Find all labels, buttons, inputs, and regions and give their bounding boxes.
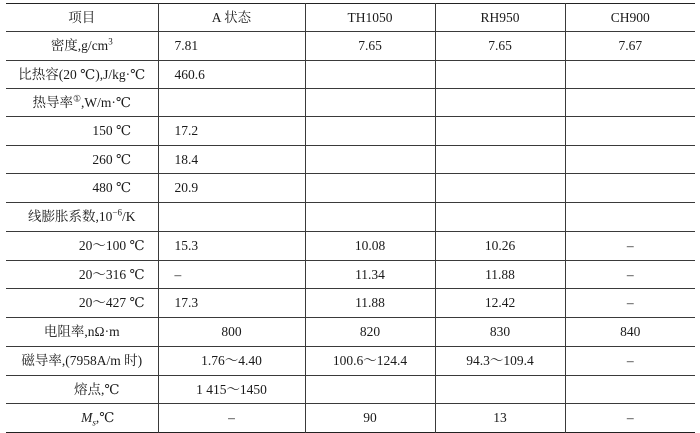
cell-a: –: [158, 404, 305, 433]
cell-ch900: 840: [565, 318, 695, 347]
cell-ch900: –: [565, 347, 695, 376]
header-th1050: TH1050: [305, 4, 435, 32]
cell-ch900: –: [565, 232, 695, 261]
table-row-density: [6, 32, 695, 61]
cell-th1050: [305, 146, 435, 174]
cell-a: 460.6: [158, 61, 305, 89]
cell-rh950: [435, 146, 565, 174]
cell-th1050: [305, 117, 435, 146]
row-label: 熔点,℃: [6, 376, 158, 404]
cell-th1050: [305, 89, 435, 117]
cell-a: 7.81: [158, 32, 305, 61]
row-label: 480 ℃: [6, 174, 158, 203]
cell-rh950: 7.65: [435, 32, 565, 61]
footnote-marker: ①: [72, 93, 82, 104]
cell-a: 17.3: [158, 289, 305, 318]
header-item: 项目: [6, 4, 158, 32]
row-label: $M_s,℃$: [6, 404, 158, 433]
table-row-te-427: [6, 289, 695, 318]
cell-rh950: [435, 174, 565, 203]
properties-table: [6, 3, 695, 433]
cell-a: 800: [158, 318, 305, 347]
table-row-tc-260: [6, 146, 695, 174]
cell-th1050: [305, 174, 435, 203]
table-row-thermal-expansion: [6, 203, 695, 232]
cell-ch900: [565, 174, 695, 203]
header-a-state: A 状态: [158, 4, 305, 32]
cell-rh950: 10.26: [435, 232, 565, 261]
cell-th1050: [305, 203, 435, 232]
row-label: 260 ℃: [6, 146, 158, 174]
cell-a: 20.9: [158, 174, 305, 203]
table-row-permeability: [6, 347, 695, 376]
table-row-ms: [6, 404, 695, 433]
cell-ch900: [565, 146, 695, 174]
table-row-thermal-conductivity: [6, 89, 695, 117]
cell-rh950: [435, 117, 565, 146]
cell-ch900: [565, 376, 695, 404]
row-label: 磁导率,(7958A/m 时): [6, 347, 158, 376]
cell-ch900: –: [565, 261, 695, 289]
cell-rh950: 830: [435, 318, 565, 347]
table-row-te-100: [6, 232, 695, 261]
table-row-resistivity: [6, 318, 695, 347]
row-label: 20～316 ℃: [6, 261, 158, 289]
cell-rh950: [435, 376, 565, 404]
cell-a: –: [158, 261, 305, 289]
row-label: 密度$,g/cm^3$: [6, 32, 158, 61]
cell-a: 1.76～4.40: [158, 347, 305, 376]
row-label: 热导率①,W/m·℃: [6, 89, 158, 117]
table-header-row: [6, 4, 695, 32]
cell-ch900: [565, 203, 695, 232]
cell-th1050: [305, 61, 435, 89]
cell-ch900: [565, 117, 695, 146]
cell-rh950: [435, 203, 565, 232]
cell-th1050: [305, 376, 435, 404]
cell-a: 15.3: [158, 232, 305, 261]
cell-rh950: 11.88: [435, 261, 565, 289]
cell-rh950: [435, 61, 565, 89]
row-label: 20～100 ℃: [6, 232, 158, 261]
row-label: 电阻率,nΩ·m: [6, 318, 158, 347]
cell-a: [158, 203, 305, 232]
cell-ch900: [565, 89, 695, 117]
cell-th1050: 7.65: [305, 32, 435, 61]
table-row-specific-heat: [6, 61, 695, 89]
row-label: 线膨胀系数$,10^{-6}/K$: [6, 203, 158, 232]
cell-th1050: 10.08: [305, 232, 435, 261]
header-rh950: RH950: [435, 4, 565, 32]
table-row-tc-150: [6, 117, 695, 146]
cell-rh950: [435, 89, 565, 117]
cell-th1050: 11.88: [305, 289, 435, 318]
cell-ch900: [565, 61, 695, 89]
header-ch900: CH900: [565, 4, 695, 32]
cell-th1050: 11.34: [305, 261, 435, 289]
cell-a: 17.2: [158, 117, 305, 146]
cell-rh950: 13: [435, 404, 565, 433]
table-row-te-316: [6, 261, 695, 289]
row-label: 比热容(20 ℃),J/kg·℃: [6, 61, 158, 89]
cell-ch900: –: [565, 404, 695, 433]
cell-th1050: 820: [305, 318, 435, 347]
cell-rh950: 12.42: [435, 289, 565, 318]
cell-th1050: 90: [305, 404, 435, 433]
cell-a: [158, 89, 305, 117]
cell-a: 18.4: [158, 146, 305, 174]
table-row-tc-480: [6, 174, 695, 203]
cell-th1050: 100.6～124.4: [305, 347, 435, 376]
row-label: 150 ℃: [6, 117, 158, 146]
table-row-melting-point: [6, 376, 695, 404]
cell-a: 1 415～1450: [158, 376, 305, 404]
row-label: 20～427 ℃: [6, 289, 158, 318]
cell-rh950: 94.3～109.4: [435, 347, 565, 376]
cell-ch900: 7.67: [565, 32, 695, 61]
cell-ch900: –: [565, 289, 695, 318]
